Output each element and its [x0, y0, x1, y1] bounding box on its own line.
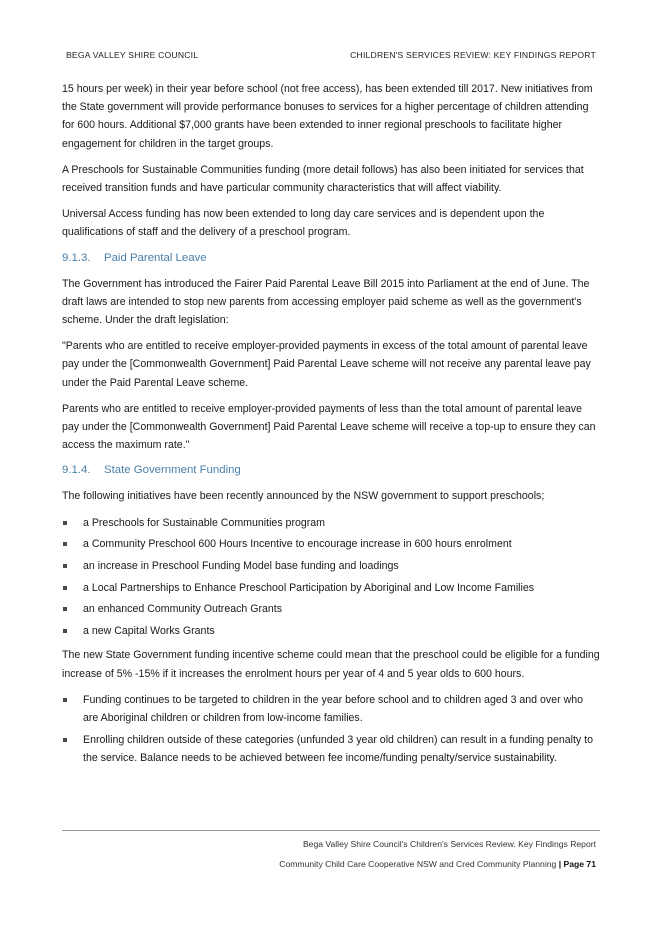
footer-separator: |	[556, 859, 564, 869]
footer-report-title: Bega Valley Shire Council's Children's Services Review. Key Findings Report	[302, 839, 596, 849]
header-report-title: CHILDREN'S SERVICES REVIEW: KEY FINDINGS REPORT	[350, 50, 596, 60]
page-number: Page 71	[563, 859, 596, 869]
paragraph: 15 hours per week) in their year before school (not free access), has been extended till 2017. New initiatives from the State government will provide performance bonuses to services for a higher percentage of children attending for 600 hours. Additional $7,000 grants have been extended to inner regional preschools to facilitate higher engagement for children in the target groups.	[62, 83, 593, 150]
section-number: 9.1.4.	[62, 464, 91, 477]
square-bullet-icon	[63, 698, 67, 702]
list-item: a Community Preschool 600 Hours Incentive to encourage increase in 600 hours enrolment	[62, 535, 600, 553]
footer-credits	[279, 859, 596, 869]
square-bullet-icon	[63, 586, 67, 590]
list-item: a Local Partnerships to Enhance Preschool Participation by Aboriginal and Low Income Families	[62, 579, 600, 597]
list-item: an increase in Preschool Funding Model base funding and loadings	[62, 557, 600, 575]
paragraph: The Government has introduced the Fairer Paid Parental Leave Bill 2015 into Parliament at the end of June. The draft laws are intended to stop new parents from accessing employer paid scheme as well as the government's scheme. Under the draft legislation:	[62, 277, 590, 327]
initiatives-list	[62, 514, 600, 641]
square-bullet-icon	[63, 542, 67, 546]
square-bullet-icon	[63, 521, 67, 525]
list-item: an enhanced Community Outreach Grants	[62, 600, 600, 618]
section-title: State Government Funding	[104, 464, 241, 477]
footer-divider	[62, 830, 600, 831]
square-bullet-icon	[63, 564, 67, 568]
section-heading-state-government-funding	[62, 462, 600, 478]
square-bullet-icon	[63, 607, 67, 611]
paragraph: The following initiatives have been recently announced by the NSW government to support preschools;	[62, 490, 545, 503]
list-item: Enrolling children outside of these categories (unfunded 3 year old children) can result in a funding penalty to the service. Balance needs to be achieved between fee income/funding penalty/service sustainability.	[62, 731, 600, 767]
list-item: a new Capital Works Grants	[62, 622, 600, 640]
quote-paragraph: "Parents who are entitled to receive employer-provided payments in excess of the total amount of parental leave pay under the [Commonwealth Government] Paid Parental Leave scheme will not receive any parental leave pay under the Paid Parental Leave scheme.	[62, 340, 591, 389]
paragraph: Universal Access funding has now been extended to long day care services and is dependent upon the qualifications of staff and the delivery of a preschool program.	[62, 208, 545, 239]
footer-authors: Community Child Care Cooperative NSW and Cred Community Planning	[279, 859, 557, 869]
header-organization: BEGA VALLEY SHIRE COUNCIL	[66, 50, 199, 60]
section-heading-paid-parental-leave	[62, 250, 600, 266]
funding-notes-list	[62, 691, 600, 768]
list-item: a Preschools for Sustainable Communities program	[62, 514, 600, 532]
square-bullet-icon	[63, 738, 67, 742]
section-title: Paid Parental Leave	[104, 251, 207, 264]
paragraph: A Preschools for Sustainable Communities funding (more detail follows) has also been initiated for services that received transition funds and have particular community characteristics that will affect viability.	[62, 163, 584, 195]
quote-paragraph: Parents who are entitled to receive employer-provided payments of less than the total amount of parental leave pay under the [Commonwealth Government] Paid Parental Leave scheme will receive a top-up to ensure they can access the maximum rate."	[62, 402, 596, 452]
document-body	[62, 80, 600, 774]
square-bullet-icon	[63, 629, 67, 633]
section-number: 9.1.3.	[62, 251, 91, 264]
paragraph: The new State Government funding incentive scheme could mean that the preschool could be eligible for a funding increase of 5% -15% if it increases the enrolment hours per year of 4 and 5 year olds to 600 hours.	[62, 649, 600, 680]
list-item: Funding continues to be targeted to children in the year before school and to children aged 3 and over who are Aboriginal children or children from low-income families.	[62, 691, 600, 727]
